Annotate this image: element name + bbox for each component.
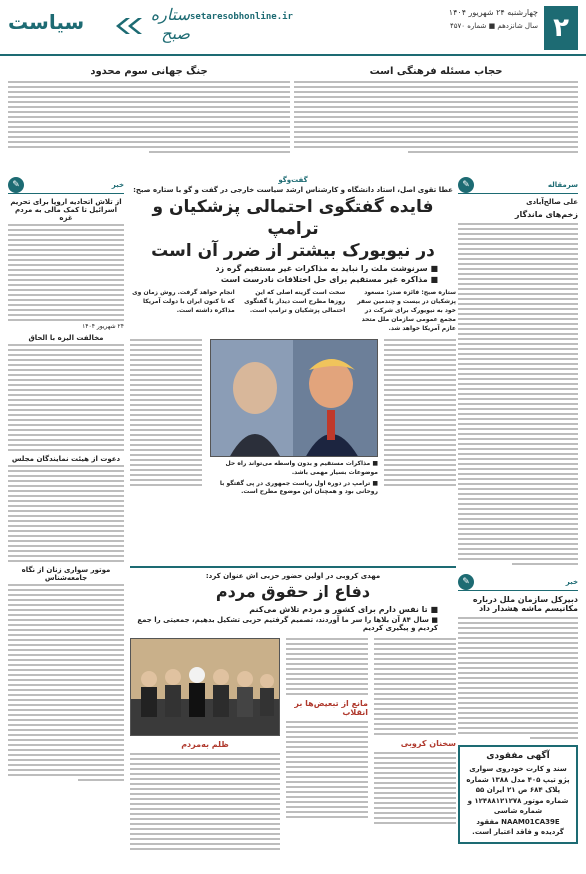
news-body-1: [8, 224, 124, 321]
bottom-headline: دفاع از حقوق مردم: [215, 582, 371, 601]
top-left-story: [8, 66, 290, 166]
bottom-kicker: مهدی کروبی در اولین حضور حزبی اش عنوان کرد:: [205, 572, 381, 580]
editorial-body: [458, 223, 578, 565]
page-number: ۲: [544, 6, 578, 50]
news-body-4: [8, 584, 124, 781]
editorial-title: زخم‌های ماندگار: [514, 210, 578, 219]
interview-tag: گفت‌وگو: [278, 176, 308, 184]
story-body: [8, 81, 290, 153]
editorial-label: سرمقاله: [547, 180, 578, 189]
feature-headline: [130, 196, 456, 262]
classified-ad: [458, 745, 578, 844]
deck-text-2: مذاکره غیر مستقیم برای حل اختلافات نادرست است: [220, 275, 428, 285]
photo-caption-2: ■ ترامپ در دوره اول ریاست جمهوری در پی گفتگو با روحانی بود و همچنان این موضوع مطرح است.: [219, 480, 378, 496]
bottom-text-col-2: [286, 638, 368, 850]
news-header: [458, 573, 578, 591]
story-title: جنگ جهانی سوم محدود: [90, 66, 208, 77]
bottom-deck-text-2: سال ۸۴ آن بلاها را سر ما آوردند، تصمیم گرفتیم حزبی تشکیل بدهیم، جمعیتی را جمع کردیم و پیگیری کردیم: [137, 615, 438, 632]
news-label: خبر: [565, 577, 578, 586]
bottom-story-header: [130, 566, 456, 632]
newspaper-logo: ستاره صبح: [150, 5, 190, 43]
news-title-1: از تلاش اتحادیه اروپا برای تحریم اسرائیل تا کمک مالی به مردم غزه: [10, 198, 122, 222]
news-title-4: موتور سواری زنان از نگاه جامعه‌شناس: [21, 566, 111, 582]
author-name: علی صالح‌آبادی: [526, 198, 578, 206]
chevron-left-icon: [112, 16, 144, 36]
intro-col-1: ستاره صبح: فائزه صدر: مسعود پزشکیان در بیست و چندمین سفر خود به نیویورک برای شرکت در مجمع عمومی سازمان ملل متحد عازم آمریکا خواهد شد.: [357, 289, 456, 333]
bottom-subhead-2: مانع از تبعیض‌ها بر انقلاب: [294, 698, 368, 717]
left-news-header: [8, 176, 124, 194]
news-icon: ✎: [458, 574, 474, 590]
photo-illustration: [210, 340, 377, 457]
news-title: دبیرکل سازمان ملل درباره مکانیسم ماشه هشدار داد: [472, 595, 578, 613]
left-news-label: خبر: [111, 180, 124, 189]
section-title: سیاست: [8, 10, 85, 34]
bottom-body: [130, 638, 456, 850]
feature-body: [130, 339, 456, 497]
deck-line-2: ■ مذاکره غیر مستقیم برای حل اختلافات نادرست است: [220, 275, 438, 285]
bottom-photo: [130, 638, 280, 736]
editorial-header: [458, 176, 578, 194]
ad-text: سند و کارت خودروی سواری پژو تیپ ۴۰۵ مدل ۱۳۸۸ شماره پلاک ۶۸۴ ص ۲۱ ایران ۵۵ شماره موتور ۱۲۴۸۸۱۲۱۲۷۸ و شماره شاسی NAAM01CA39E مفقود گردیده و فاقد اعتبار است.: [466, 765, 570, 836]
news-body: [458, 617, 578, 739]
right-column: [458, 176, 578, 866]
editorial-icon: ✎: [458, 177, 474, 193]
bottom-subhead-1: ظلم به‌مردم: [181, 739, 229, 749]
bottom-subhead-3: سخنان کروبی: [400, 738, 456, 748]
page-header: [0, 0, 586, 56]
feature-photo: [210, 339, 378, 457]
intro-columns: [130, 288, 456, 333]
feature-kicker: عطا تقوی اصل، استاد دانشگاه و کارشناس ارشد سیاست خارجی در گفت و گو با ستاره صبح:: [133, 186, 453, 194]
deck-text-1: سرنوشت ملت را نباید به مذاکرات غیر مستقیم گره زد: [215, 264, 428, 274]
left-column: [8, 176, 124, 866]
bottom-deck-1: ■ تا نفس دارم برای کشور و مردم تلاش می‌کنم: [249, 604, 438, 614]
bottom-story: [130, 566, 456, 850]
news-title-3: دعوت از هیئت نمایندگان مجلس: [11, 455, 121, 463]
ad-title: آگهی مفقودی: [486, 751, 550, 761]
photo-caption-1: ■ مذاکرات مستقیم و بدون واسطه می‌تواند راه حل موضوعات بسیار مهمی باشد.: [225, 460, 378, 476]
top-right-story: [294, 66, 578, 166]
feature-text-col: [384, 339, 456, 497]
intro-col-3: انجام خواهد گرفت. روش زمان وی که تا کنون ایران با دولت آمریکا مذاکره داشته است.: [132, 289, 235, 315]
news-date: ۲۴ شهریور ۱۴۰۴: [82, 323, 124, 330]
news-title-2: مخالفت الیزه با الحاق: [28, 334, 104, 342]
news-body-3: [8, 465, 124, 562]
date-line: چهارشنبه ۲۴ شهریور ۱۴۰۴: [448, 8, 538, 17]
news-body-2: [8, 344, 124, 451]
headline-line-1: فایده گفتگوی احتمالی پزشکیان و ترامپ: [152, 197, 434, 240]
news-icon: ✎: [8, 177, 24, 193]
bottom-deck-2: ■ سال ۸۴ آن بلاها را سر ما آوردند، تصمیم گرفتیم حزبی تشکیل بدهیم، جمعیتی را جمع کردیم و پیگیری کردیم: [137, 615, 438, 632]
headline-line-2: در نیویورک بیشتر از ضرر آن است: [151, 241, 435, 262]
bottom-text-col-1: [374, 638, 456, 850]
intro-col-2: سخت است گزینه اصلی که این روزها مطرح است دیدار یا گفتگوی احتمالی پزشکیان و ترامپ است.: [244, 289, 346, 315]
site-url[interactable]: setaresobhonline.ir: [190, 12, 293, 22]
issue-line: سال شانزدهم ■ شماره ۴۵۷۰: [449, 22, 538, 30]
feature-text-col-2: [130, 339, 202, 497]
bottom-photo-block: [130, 638, 280, 850]
center-feature: [130, 176, 456, 866]
bottom-deck-text-1: تا نفس دارم برای کشور و مردم تلاش می‌کنم: [249, 604, 428, 614]
story-title: حجاب مسئله فرهنگی است: [369, 66, 503, 77]
group-photo-illustration: [130, 639, 279, 736]
story-body: [294, 81, 578, 153]
deck-line-1: ■ سرنوشت ملت را نباید به مذاکرات غیر مستقیم گره زد: [215, 264, 438, 274]
feature-photo-block: [208, 339, 378, 497]
